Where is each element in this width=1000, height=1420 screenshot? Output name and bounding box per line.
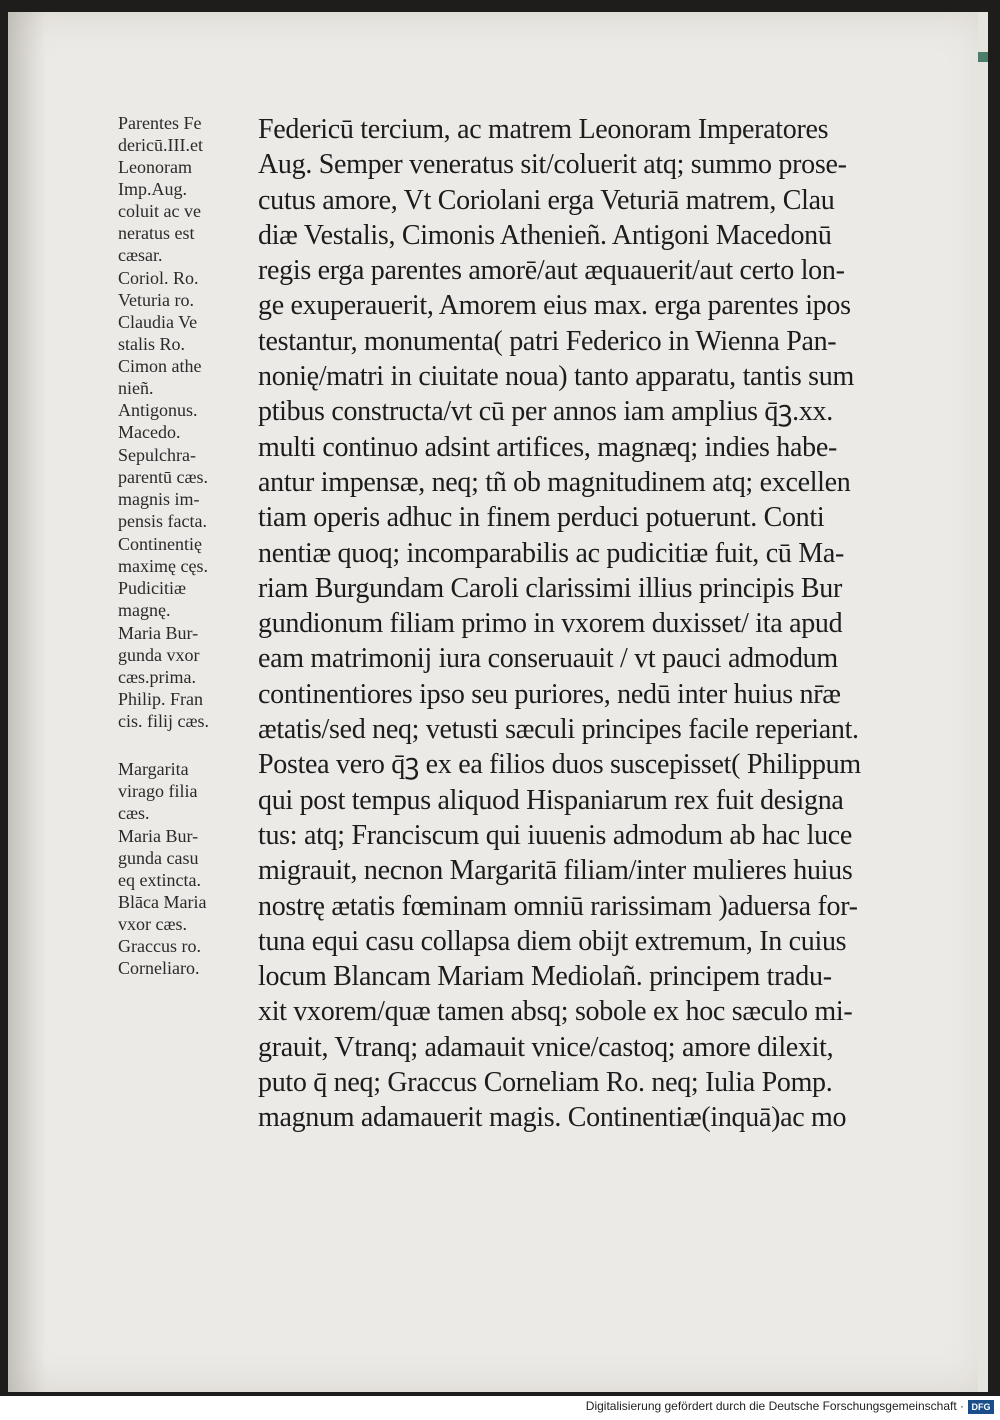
text-line: migrauit, necnon Margaritā filiam/inter mulieres huius — [258, 855, 853, 887]
text-line: puto q̄ neq; Graccus Corneliam Ro. neq; Iulia Pomp. — [258, 1067, 833, 1099]
margin-note: Continentię maximę cęs. Pudicitiæ magnę. — [118, 534, 208, 620]
text-line: riam Burgundam Caroli clarissimi illius principis Bur — [258, 572, 842, 604]
digitization-footer — [0, 1396, 1000, 1420]
text-line: continentiores ipso seu puriores, nedū inter huius nr̄æ — [258, 678, 841, 710]
main-text-block — [258, 112, 948, 1136]
margin-note: Coriol. Ro. Veturia ro. Claudia Ve stalis Ro. Cimon athe nieñ. Antigonus. Macedo. — [118, 268, 202, 442]
text-line: gundionum filiam primo in vxorem duxisset/ ita apud — [258, 608, 843, 640]
text-line: diæ Vestalis, Cimonis Athenieñ. Antigoni Macedonū — [258, 219, 832, 251]
text-line: xit vxorem/quæ tamen absq; sobole ex hoc sæculo mi- — [258, 996, 853, 1028]
text-line: locum Blancam Mariam Mediolañ. principem tradu- — [258, 961, 832, 993]
binding-gutter-shadow — [8, 12, 46, 1392]
margin-note: Margarita virago filia cæs. — [118, 759, 198, 823]
scanned-page — [8, 12, 988, 1392]
text-line: nentiæ quoq; incomparabilis ac pudicitiæ fuit, cū Ma- — [258, 537, 844, 569]
text-line: nostrę ætatis fœminam omniū rarissimam )aduersa for- — [258, 890, 858, 922]
marginal-notes — [118, 112, 268, 980]
text-line: ætatis/sed neq; vetusti sæculi principes facile reperiant. — [258, 714, 859, 746]
text-line: Postea vero q̄ꝫ ex ea filios duos suscepisset( Philippum — [258, 749, 861, 781]
dfg-logo-icon: DFG — [968, 1400, 994, 1414]
funding-credit: Digitalisierung gefördert durch die Deutsche Forschungsgemeinschaft · — [585, 1399, 964, 1413]
margin-note: Maria Bur- gunda casu eq extincta. Blāca Maria vxor cæs. Graccus ro. Corneliaro. — [118, 826, 207, 978]
margin-note: Maria Bur- gunda vxor cæs.prima. Philip. Fran cis. filij cæs. — [118, 623, 209, 731]
text-line: testantur, monumenta( patri Federico in Wienna Pan- — [258, 325, 837, 357]
text-line: Federicū tercium, ac matrem Leonoram Imperatores — [258, 114, 829, 145]
text-line: multi continuo adsint artifices, magnæq; indies habe- — [258, 431, 837, 463]
color-calibration-strip — [978, 12, 988, 1392]
text-line: nonię/matri in ciuitate noua) tanto apparatu, tantis sum — [258, 361, 854, 393]
text-line: regis erga parentes amorē/aut æquauerit/aut certo lon- — [258, 255, 845, 287]
text-line: cutus amore, Vt Coriolani erga Veturiā matrem, Clau — [258, 184, 835, 216]
text-line: tus: atq; Franciscum qui iuuenis admodum ab hac luce — [258, 819, 853, 851]
text-line: tuna equi casu collapsa diem obijt extremum, In cuius — [258, 925, 847, 957]
text-line: eam matrimonij iura conseruauit / vt pauci admodum — [258, 643, 838, 675]
text-line: Aug. Semper veneratus sit/coluerit atq; summo prose- — [258, 149, 847, 181]
text-line: qui post tempus aliquod Hispaniarum rex fuit designa — [258, 784, 844, 816]
text-line: antur impensæ, neq; tñ ob magnitudinem atq; excellen — [258, 466, 851, 498]
text-line: grauit, Vtranq; adamauit vnice/castoq; amore dilexit, — [258, 1031, 834, 1063]
text-line: tiam operis adhuc in finem perduci potuerunt. Conti — [258, 502, 825, 534]
margin-note: Parentes Fe dericū.III.et Leonoram Imp.Aug. coluit ac ve neratus est cæsar. — [118, 113, 203, 265]
margin-note: Sepulchra- parentū cæs. magnis im- pensis facta. — [118, 445, 208, 531]
text-line: magnum adamauerit magis. Continentiæ(inquā)ac mo — [258, 1102, 847, 1134]
text-line: ge exuperauerit, Amorem eius max. erga parentes ipos — [258, 290, 851, 322]
text-line: ptibus constructa/vt cū per annos iam amplius q̄ꝫ.xx. — [258, 396, 833, 428]
